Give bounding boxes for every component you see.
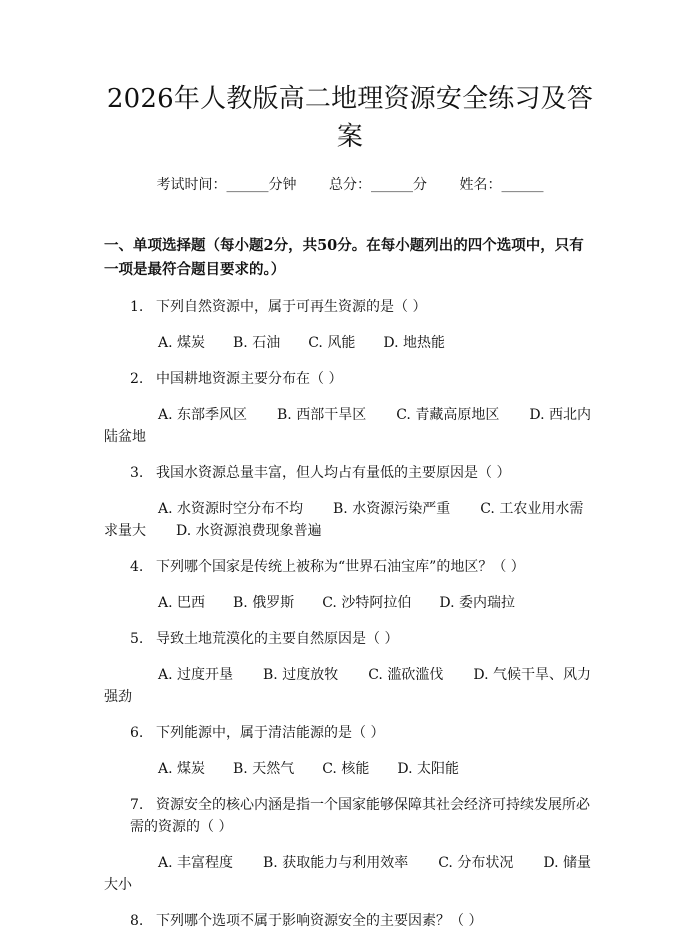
question-number: 7.	[130, 797, 144, 813]
question-1	[104, 296, 596, 318]
options-5	[104, 664, 596, 708]
question-stem: 下列哪个国家是传统上被称为“世界石油宝库”的地区？（ ）	[156, 559, 525, 575]
option-d: D. 西北内陆盆地	[104, 407, 591, 445]
option-c: C. 风能	[308, 335, 356, 351]
question-8	[104, 910, 596, 932]
question-6	[104, 722, 596, 744]
option-a: A. 水资源时空分布不均	[158, 501, 304, 517]
options-1	[104, 332, 596, 354]
question-stem: 下列自然资源中，属于可再生资源的是（ ）	[156, 299, 427, 315]
exam-total-score: 总分：______分	[329, 177, 427, 193]
option-b: B. 水资源污染严重	[333, 501, 451, 517]
option-d: D. 地热能	[383, 335, 445, 351]
option-a: A. 煤炭	[158, 335, 206, 351]
exam-time: 考试时间：______分钟	[156, 177, 297, 193]
option-c: C. 工农业用水需求量大	[104, 501, 584, 539]
question-5	[104, 628, 596, 650]
question-stem: 下列能源中，属于清洁能源的是（ ）	[156, 725, 385, 741]
question-stem: 下列哪个选项不属于影响资源安全的主要因素？（ ）	[156, 913, 483, 929]
page-title: 2026年人教版高二地理资源安全练习及答案	[106, 84, 594, 152]
option-d: D. 气候干旱、风力强劲	[104, 667, 591, 705]
question-4	[104, 556, 596, 578]
option-d: D. 委内瑞拉	[439, 595, 515, 611]
question-number: 8.	[130, 913, 144, 929]
question-stem: 我国水资源总量丰富，但人均占有量低的主要原因是（ ）	[156, 465, 511, 481]
option-a: A. 丰富程度	[158, 855, 234, 871]
options-2	[104, 404, 596, 448]
options-3	[104, 498, 596, 542]
question-stem: 资源安全的核心内涵是指一个国家能够保障其社会经济可持续发展所必需的资源的（ ）	[130, 797, 590, 835]
option-b: B. 过度放牧	[263, 667, 339, 683]
option-d: D. 储量大小	[104, 855, 591, 893]
option-c: C. 滥砍滥伐	[368, 667, 444, 683]
question-7	[104, 794, 596, 838]
section-heading: 一、单项选择题（每小题2分，共50分。在每小题列出的四个选项中，只有一项是最符合题目要求的。）	[104, 237, 584, 278]
option-c: C. 核能	[322, 761, 370, 777]
option-c: C. 分布状况	[438, 855, 514, 871]
question-number: 4.	[130, 559, 144, 575]
exam-meta	[104, 174, 596, 196]
option-a: A. 过度开垦	[158, 667, 234, 683]
question-number: 6.	[130, 725, 144, 741]
option-a: A. 巴西	[158, 595, 206, 611]
question-number: 1.	[130, 299, 144, 315]
options-6	[104, 758, 596, 780]
question-2	[104, 368, 596, 390]
option-a: A. 东部季风区	[158, 407, 248, 423]
option-b: B. 西部干旱区	[277, 407, 367, 423]
question-number: 2.	[130, 371, 144, 387]
question-number: 5.	[130, 631, 144, 647]
option-d: D. 太阳能	[397, 761, 459, 777]
option-b: B. 石油	[233, 335, 281, 351]
question-number: 3.	[130, 465, 144, 481]
question-stem: 导致土地荒漠化的主要自然原因是（ ）	[156, 631, 399, 647]
option-a: A. 煤炭	[158, 761, 206, 777]
student-name: 姓名：______	[459, 177, 544, 193]
option-c: C. 青藏高原地区	[396, 407, 500, 423]
option-b: B. 获取能力与利用效率	[263, 855, 409, 871]
options-4	[104, 592, 596, 614]
option-b: B. 天然气	[233, 761, 295, 777]
option-c: C. 沙特阿拉伯	[322, 595, 412, 611]
options-7	[104, 852, 596, 896]
question-stem: 中国耕地资源主要分布在（ ）	[156, 371, 343, 387]
option-d: D. 水资源浪费现象普遍	[176, 523, 322, 539]
question-3	[104, 462, 596, 484]
option-b: B. 俄罗斯	[233, 595, 295, 611]
